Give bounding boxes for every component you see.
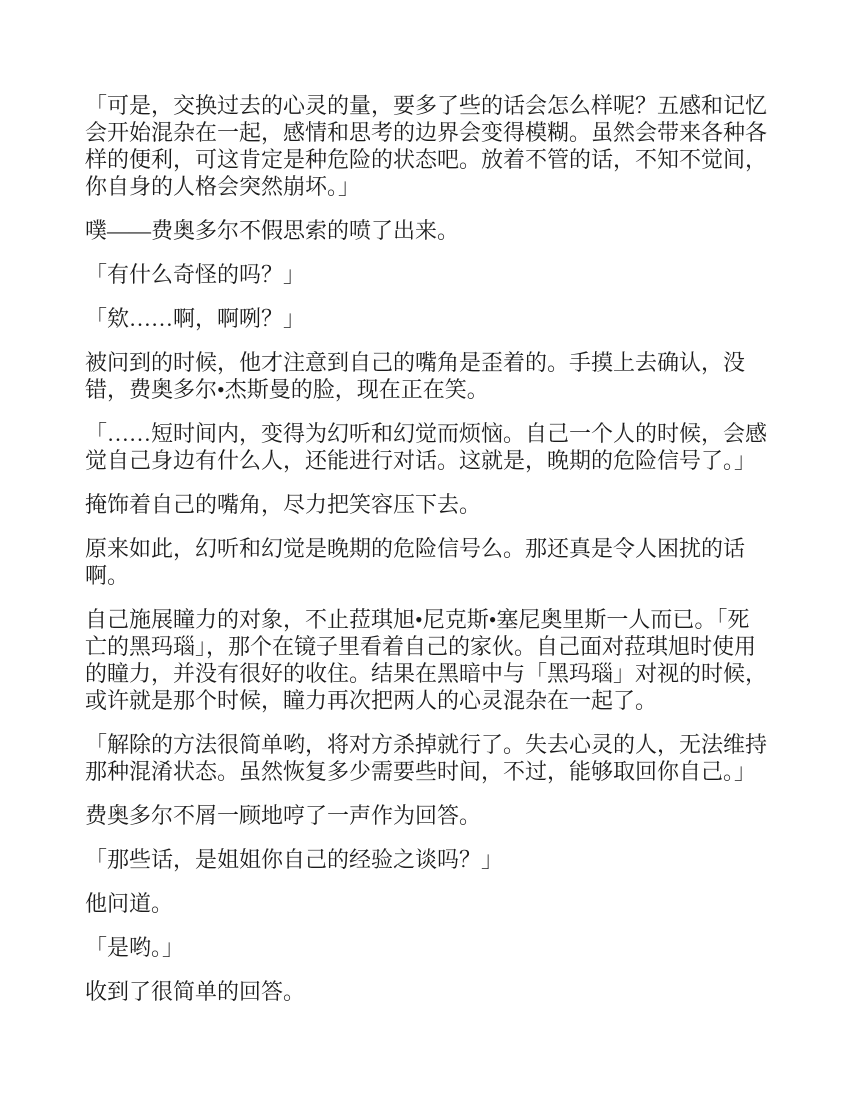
paragraph: 「欸……啊，啊咧？」 <box>85 306 306 331</box>
paragraph: 被问到的时候，他才注意到自己的嘴角是歪着的。手摸上去确认，没错，费奥多尔•杰斯曼的脸，现在正在笑。 <box>85 350 746 402</box>
paragraph: 「那些话，是姐姐你自己的经验之谈吗？」 <box>85 847 504 872</box>
paragraph: 费奥多尔不屑一顾地哼了一声作为回答。 <box>85 803 482 828</box>
paragraph: 收到了很简单的回答。 <box>85 979 306 1004</box>
paragraph: 「解除的方法很简单哟，将对方杀掉就行了。失去心灵的人，无法维持那种混淆状态。虽然恢复多少需要些时间，不过，能够取回你自己。」 <box>85 732 768 784</box>
paragraph: 「是哟。」 <box>85 935 185 960</box>
paragraph: 「有什么奇怪的吗？」 <box>85 262 306 287</box>
text-content <box>85 92 767 1022</box>
paragraph: 「可是，交换过去的心灵的量，要多了些的话会怎么样呢？五感和记忆会开始混杂在一起，感情和思考的边界会变得模糊。虽然会带来各种各样的便利，可这肯定是种危险的状态吧。放着不管的话，不知不觉间，你自身的人格会突然崩坏。」 <box>85 93 768 199</box>
paragraph: 他问道。 <box>85 891 174 916</box>
paragraph: 「……短时间内，变得为幻听和幻觉而烦恼。自己一个人的时候，会感觉自己身边有什么人，还能进行对话。这就是，晚期的危险信号了。」 <box>85 421 768 473</box>
paragraph: 自己施展瞳力的对象，不止菈琪旭•尼克斯•塞尼奥里斯一人而已。「死亡的黑玛瑙」，那个在镜子里看着自己的家伙。自己面对菈琪旭时使用的瞳力，并没有很好的收住。结果在黑暗中与「黑玛瑙」对视的时候，或许就是那个时候，瞳力再次把两人的心灵混杂在一起了。 <box>85 607 768 713</box>
paragraph: 掩饰着自己的嘴角，尽力把笑容压下去。 <box>85 492 482 517</box>
paragraph: 原来如此，幻听和幻觉是晚期的危险信号么。那还真是令人困扰的话啊。 <box>85 536 746 588</box>
paragraph: 噗——费奥多尔不假思索的喷了出来。 <box>85 218 460 243</box>
